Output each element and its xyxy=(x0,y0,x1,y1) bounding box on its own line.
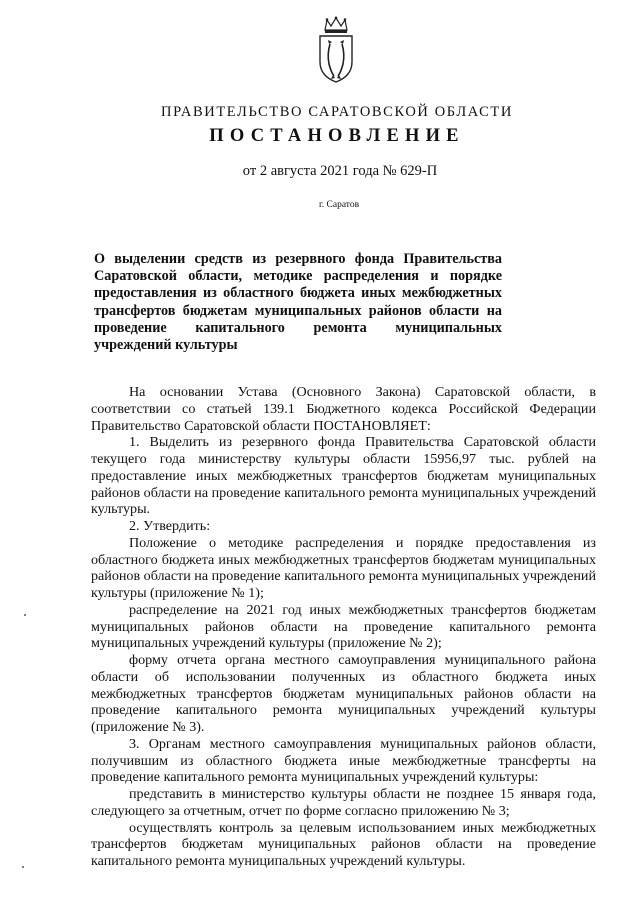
scan-artifact xyxy=(24,614,26,616)
document-type: ПОСТАНОВЛЕНИЕ xyxy=(209,126,465,146)
paragraph-item-3-1: представить в министерство культуры области не позднее 15 января года, следующего за отчетным, отчет по форме согласно приложению № 3; xyxy=(91,786,596,819)
paragraph-item-2-3: форму отчета органа местного самоуправления муниципального района области об использовании полученных из областного бюджета иных межбюджетных трансфертов бюджетам муниципальных районов области на проведение капитального ремонта муниципальных учреждений культуры (приложение № 3). xyxy=(91,652,596,735)
paragraph-item-3: 3. Органам местного самоуправления муниципальных районов области, получившим из областного бюджета иные межбюджетные трансферты на проведение капитального ремонта муниципальных учреждений культуры: xyxy=(91,735,596,786)
paragraph-item-2-1: Положение о методике распределения и порядке предоставления из областного бюджета иных межбюджетных трансфертов бюджетам муниципальных районов области на проведение капитального ремонта муниципальных учреждений культуры (приложение № 1); xyxy=(91,534,596,601)
coat-of-arms-icon xyxy=(316,16,356,84)
document-title: О выделении средств из резервного фонда Правительства Саратовской области, методике распределения и порядке предоставления из областного бюджета иных межбюджетных трансфертов бюджетам муниципальных районов области на проведение капитального ремонта муниципальных учреждений культуры xyxy=(94,251,502,354)
document-date-number: от 2 августа 2021 года № 629-П xyxy=(242,163,438,179)
paragraph-item-1: 1. Выделить из резервного фонда Правительства Саратовской области текущего года министерству культуры области 15956,97 тыс. рублей на предоставление иных межбюджетных трансфертов бюджетам муниципальных районов области на проведение капитального ремонта муниципальных учреждений культуры. xyxy=(91,434,596,518)
scan-artifact xyxy=(22,866,24,868)
government-name: ПРАВИТЕЛЬСТВО САРАТОВСКОЙ ОБЛАСТИ xyxy=(161,104,513,120)
paragraph-item-3-2: осуществлять контроль за целевым использованием иных межбюджетных трансфертов бюджетам муниципальных районов области на проведение капитального ремонта муниципальных учреждений культуры. xyxy=(91,819,596,869)
document-body xyxy=(91,384,596,870)
paragraph-item-2-2: распределение на 2021 год иных межбюджетных трансфертов бюджетам муниципальных районов области на проведение капитального ремонта муниципальных учреждений культуры (приложение № 2); xyxy=(91,601,596,652)
paragraph-item-2: 2. Утвердить: xyxy=(129,518,211,534)
document-city: г. Саратов xyxy=(318,200,360,210)
paragraph-preamble: На основании Устава (Основного Закона) Саратовской области, в соответствии со статьей 139.1 Бюджетного кодекса Российской Федерации Правительство Саратовской области ПОСТАНОВЛЯЕТ: xyxy=(91,384,596,434)
